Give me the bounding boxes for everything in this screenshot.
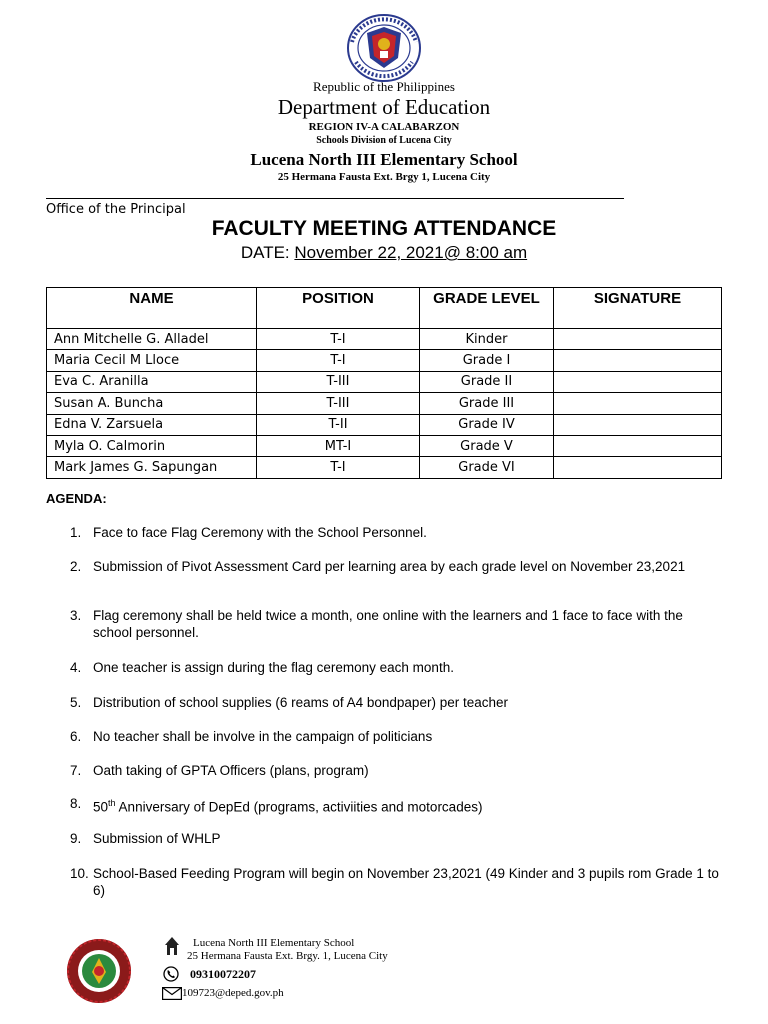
agenda-text: No teacher shall be involve in the campaign of politicians [93,729,433,744]
agenda-item [70,728,720,745]
agenda-item [70,865,720,899]
table-row [47,350,722,371]
agenda-number: 2. [70,559,82,574]
region-heading: REGION IV-A CALABARZON [308,121,460,133]
agenda-number: 8. [70,796,82,811]
agenda-item [70,795,720,816]
table-row [47,435,722,456]
position-cell: MT-I [257,435,420,456]
signature-cell[interactable] [554,350,722,371]
signature-cell[interactable] [554,414,722,435]
agenda-number: 9. [70,831,82,846]
agenda-item [70,607,720,641]
signature-cell[interactable] [554,371,722,392]
agenda-text: Oath taking of GPTA Officers (plans, program) [93,763,369,778]
house-icon [164,936,180,956]
column-header-name: NAME [47,288,257,329]
position-cell: T-III [257,393,420,414]
agenda-number: 7. [70,763,82,778]
agenda-text: One teacher is assign during the flag ceremony each month. [93,660,454,675]
name-cell: Maria Cecil M Lloce [47,350,257,371]
agenda-number: 1. [70,525,82,540]
agenda-text [93,795,720,816]
meeting-date [0,243,768,263]
division-heading: Schools Division of Lucena City [316,135,452,146]
footer-email[interactable]: 109723@deped.gov.ph [182,987,284,999]
footer-address: 25 Hermana Fausta Ext. Brgy. 1, Lucena City [187,950,388,962]
republic-heading: Republic of the Philippines [313,79,455,94]
agenda-heading: AGENDA: [46,491,107,506]
office-label: Office of the Principal [46,202,186,217]
name-cell: Edna V. Zarsuela [47,414,257,435]
department-heading: Department of Education [277,95,491,119]
anniversary-text: Anniversary of DepEd (programs, activiities and motorcades) [115,799,483,815]
position-cell: T-II [257,414,420,435]
agenda-text: Face to face Flag Ceremony with the School Personnel. [93,525,427,540]
position-cell: T-I [257,329,420,350]
name-cell: Susan A. Buncha [47,393,257,414]
deped-seal-logo [346,14,422,82]
table-row [47,393,722,414]
mail-icon [162,987,182,1000]
signature-cell[interactable] [554,457,722,478]
table-row [47,414,722,435]
agenda-text: Flag ceremony shall be held twice a month, one online with the learners and 1 face to face with the school personnel. [93,608,683,640]
position-cell: T-III [257,371,420,392]
agenda-text: Distribution of school supplies (6 reams of A4 bondpaper) per teacher [93,695,508,710]
footer-phone[interactable]: 09310072207 [190,967,256,981]
agenda-item [70,762,720,779]
signature-cell[interactable] [554,329,722,350]
footer-school: Lucena North III Elementary School [193,937,355,949]
grade-cell: Grade V [420,435,554,456]
agenda-number: 5. [70,695,82,710]
date-value: November 22, 2021@ 8:00 am [294,243,528,262]
header-divider [46,198,624,199]
agenda-item [70,694,720,711]
agenda-text: Submission of Pivot Assessment Card per learning area by each grade level on November 23,2021 [93,559,686,574]
signature-cell[interactable] [554,393,722,414]
school-heading: Lucena North III Elementary School [250,150,518,169]
agenda-number: 6. [70,729,82,744]
table-row [47,329,722,350]
agenda-number: 4. [70,660,82,675]
grade-cell: Grade VI [420,457,554,478]
grade-cell: Grade II [420,371,554,392]
column-header-signature: SIGNATURE [554,288,722,329]
agenda-item [70,830,720,847]
position-cell: T-I [257,457,420,478]
phone-icon [163,966,179,982]
grade-cell: Grade IV [420,414,554,435]
agenda-text: School-Based Feeding Program will begin on November 23,2021 (49 Kinder and 3 pupils rom Grade 1 to 6) [93,866,719,898]
anniversary-number: 50 [93,799,109,815]
grade-cell: Grade I [420,350,554,371]
agenda-item [70,659,720,676]
school-seal-logo [66,938,132,1004]
position-cell: T-I [257,350,420,371]
agenda-number: 3. [70,608,82,623]
school-address: 25 Hermana Fausta Ext. Brgy 1, Lucena City [277,171,491,183]
grade-cell: Grade III [420,393,554,414]
name-cell: Ann Mitchelle G. Alladel [47,329,257,350]
name-cell: Myla O. Calmorin [47,435,257,456]
date-label: DATE: [240,243,290,262]
table-row [47,457,722,478]
document-title: FACULTY MEETING ATTENDANCE [211,217,557,240]
agenda-item [70,558,720,575]
table-row [47,371,722,392]
column-header-grade-level: GRADE LEVEL [420,288,554,329]
agenda-text: Submission of WHLP [93,831,221,846]
grade-cell: Kinder [420,329,554,350]
table-header-row [47,288,722,329]
agenda-number: 10. [70,866,89,881]
agenda-item [70,524,720,541]
ordinal-suffix: th [108,798,116,808]
name-cell: Mark James G. Sapungan [47,457,257,478]
name-cell: Eva C. Aranilla [47,371,257,392]
column-header-position: POSITION [257,288,420,329]
attendance-table [46,287,722,479]
signature-cell[interactable] [554,435,722,456]
